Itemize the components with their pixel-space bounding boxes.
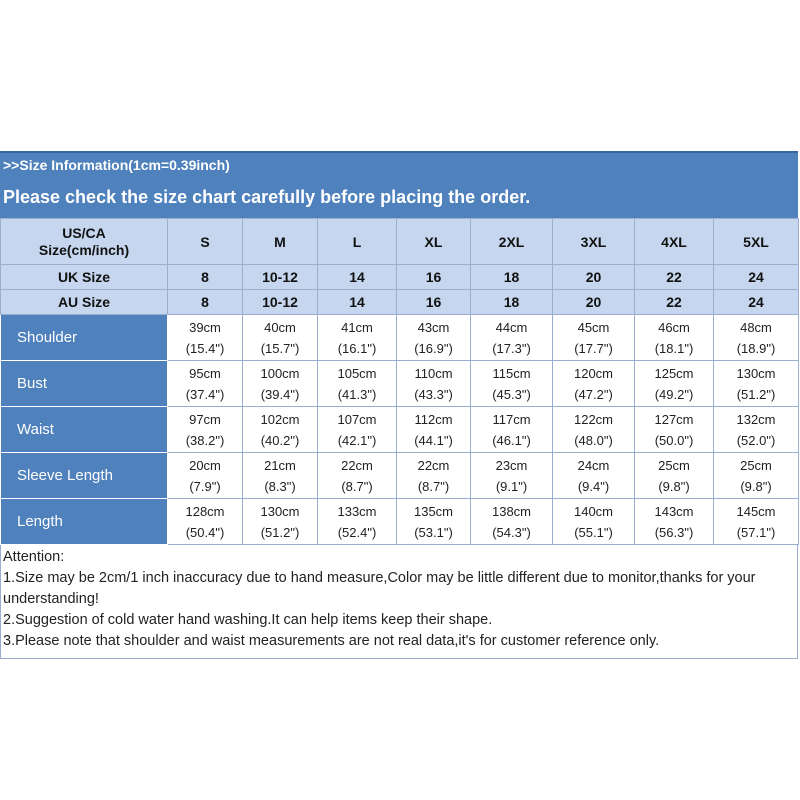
measurement-cell [553,453,635,499]
uk-size-cell: 20 [553,265,635,290]
au-size-cell: 10-12 [243,290,318,315]
measurement-row [1,499,799,545]
inch-value: (18.9") [736,340,776,356]
cm-value: 25cm [740,457,772,473]
inch-value: (50.4") [185,524,225,540]
cm-value: 130cm [736,365,776,381]
inch-value: (8.7") [417,478,450,494]
cm-value: 100cm [260,365,300,381]
uk-size-cell: 8 [168,265,243,290]
measurement-row [1,453,799,499]
cm-value: 25cm [658,457,690,473]
inch-value: (40.2") [260,432,300,448]
measurement-cell [714,499,799,545]
measurement-cell [397,407,471,453]
measurement-cell [168,361,243,407]
measurement-cell [243,361,318,407]
inch-value: (42.1") [337,432,377,448]
measurement-row [1,407,799,453]
measurement-cell [168,315,243,361]
cm-value: 43cm [417,319,450,335]
inch-value: (46.1") [492,432,531,448]
inch-value: (39.4") [260,386,300,402]
inch-value: (15.7") [260,340,300,356]
us-size-cell: XL [397,219,471,265]
measurement-label: Sleeve Length [1,453,168,499]
au-size-cell: 8 [168,290,243,315]
measurement-row [1,361,799,407]
measurement-cell [243,499,318,545]
cm-value: 20cm [189,457,221,473]
attention-notes [0,545,798,659]
inch-value: (57.1") [736,524,776,540]
measurement-cell [471,407,553,453]
cm-value: 138cm [491,503,532,519]
inch-value: (16.9") [414,340,453,356]
cm-value: 145cm [736,503,776,519]
measurement-cell [714,407,799,453]
cm-value: 110cm [414,365,453,381]
measurement-cell [243,315,318,361]
us-size-cell: S [168,219,243,265]
au-size-label: AU Size [1,290,168,315]
measurement-label: Length [1,499,168,545]
measurement-cell [635,499,714,545]
size-chart [0,151,798,659]
inch-value: (16.1") [337,340,377,356]
uk-size-row [1,265,799,290]
cm-value: 39cm [189,319,221,335]
measurement-cell [553,499,635,545]
cm-value: 112cm [414,411,453,427]
measurement-cell [471,361,553,407]
inch-value: (45.3") [492,386,531,402]
measurement-cell [635,407,714,453]
inch-value: (52.4") [337,524,377,540]
measurement-cell [168,499,243,545]
uk-size-cell: 16 [397,265,471,290]
cm-value: 107cm [337,411,377,427]
measurement-cell [318,407,397,453]
cm-value: 24cm [577,457,610,473]
cm-value: 97cm [189,411,221,427]
inch-value: (7.9") [189,478,221,494]
measurement-cell [318,499,397,545]
us-ca-label: US/CA [62,224,106,241]
inch-value: (43.3") [414,386,453,402]
cm-value: 122cm [573,411,614,427]
cm-value: 22cm [417,457,450,473]
inch-value: (37.4") [185,386,225,402]
au-size-row [1,290,799,315]
inch-value: (8.7") [341,478,373,494]
inch-value: (9.4") [577,478,610,494]
measurement-cell [318,361,397,407]
measurement-cell [397,315,471,361]
au-size-cell: 20 [553,290,635,315]
cm-value: 44cm [495,319,528,335]
inch-value: (8.3") [264,478,296,494]
measurement-cell [397,499,471,545]
us-size-cell: 4XL [635,219,714,265]
inch-value: (55.1") [574,524,613,540]
au-size-cell: 16 [397,290,471,315]
measurement-label: Waist [1,407,168,453]
cm-value: 102cm [260,411,300,427]
uk-size-cell: 18 [471,265,553,290]
inch-value: (49.2") [654,386,694,402]
note-item: 3.Please note that shoulder and waist measurements are not real data,it's for customer reference only. [3,633,660,649]
measurement-cell [635,361,714,407]
inch-value: (17.7") [574,340,613,356]
cm-value: 143cm [654,503,694,519]
measurement-cell [318,453,397,499]
cm-value: 46cm [658,319,690,335]
cm-value: 140cm [573,503,614,519]
cm-value: 22cm [341,457,373,473]
au-size-cell: 18 [471,290,553,315]
inch-value: (50.0") [654,432,694,448]
uk-size-cell: 24 [714,265,799,290]
cm-value: 23cm [495,457,528,473]
measurement-cell [635,453,714,499]
cm-value: 105cm [337,365,377,381]
inch-value: (54.3") [492,524,531,540]
inch-value: (41.3") [337,386,377,402]
cm-value: 133cm [337,503,377,519]
inch-value: (38.2") [185,432,225,448]
inch-value: (47.2") [574,386,613,402]
inch-value: (53.1") [414,524,453,540]
uk-size-cell: 10-12 [243,265,318,290]
inch-value: (9.8") [740,478,772,494]
cm-value: 21cm [264,457,296,473]
cm-value: 132cm [736,411,776,427]
measurement-cell [168,407,243,453]
measurement-cell [397,453,471,499]
inch-value: (44.1") [414,432,453,448]
measurement-cell [714,453,799,499]
au-size-cell: 24 [714,290,799,315]
cm-value: 115cm [492,365,531,381]
us-size-cell: 2XL [471,219,553,265]
uk-size-label: UK Size [1,265,168,290]
measurement-cell [553,407,635,453]
measurement-cell [397,361,471,407]
cm-value: 41cm [341,319,373,335]
cm-value: 128cm [185,503,225,519]
us-size-label [1,219,168,265]
size-unit-label: Size(cm/inch) [38,241,130,258]
measurement-cell [243,453,318,499]
inch-value: (51.2") [736,386,776,402]
measurement-cell [553,361,635,407]
inch-value: (48.0") [574,432,613,448]
cm-value: 40cm [264,319,296,335]
cm-value: 45cm [577,319,610,335]
us-size-row [1,219,799,265]
inch-value: (51.2") [260,524,300,540]
note-item: 2.Suggestion of cold water hand washing.It can help items keep their shape. [3,612,493,628]
measurement-cell [635,315,714,361]
cm-value: 130cm [260,503,300,519]
inch-value: (15.4") [185,340,225,356]
inch-value: (52.0") [736,432,776,448]
measurement-label: Shoulder [1,315,168,361]
measurement-label: Bust [1,361,168,407]
size-info-banner: >>Size Information(1cm=0.39inch) [0,151,798,178]
inch-value: (9.8") [658,478,690,494]
notice-banner: Please check the size chart carefully before placing the order. [0,178,798,218]
cm-value: 120cm [573,365,614,381]
inch-value: (18.1") [654,340,694,356]
measurement-cell [714,315,799,361]
measurement-row [1,315,799,361]
au-size-cell: 22 [635,290,714,315]
cm-value: 135cm [413,503,454,519]
us-size-cell: M [243,219,318,265]
size-table [0,218,799,545]
measurement-cell [243,407,318,453]
au-size-cell: 14 [318,290,397,315]
measurement-cell [168,453,243,499]
uk-size-cell: 14 [318,265,397,290]
us-size-cell: 3XL [553,219,635,265]
inch-value: (56.3") [654,524,694,540]
us-size-cell: L [318,219,397,265]
cm-value: 95cm [189,365,221,381]
measurement-cell [318,315,397,361]
cm-value: 127cm [654,411,694,427]
measurement-cell [471,315,553,361]
inch-value: (17.3") [492,340,531,356]
uk-size-cell: 22 [635,265,714,290]
notes-title: Attention: [3,549,65,565]
cm-value: 125cm [654,365,694,381]
cm-value: 48cm [740,319,772,335]
measurement-cell [553,315,635,361]
us-size-cell: 5XL [714,219,799,265]
measurement-cell [471,453,553,499]
inch-value: (9.1") [495,478,528,494]
measurement-cell [471,499,553,545]
measurement-cell [714,361,799,407]
cm-value: 117cm [492,411,531,427]
note-item: 1.Size may be 2cm/1 inch inaccuracy due to hand measure,Color may be little different due to monitor,thanks for your understanding! [3,570,756,607]
